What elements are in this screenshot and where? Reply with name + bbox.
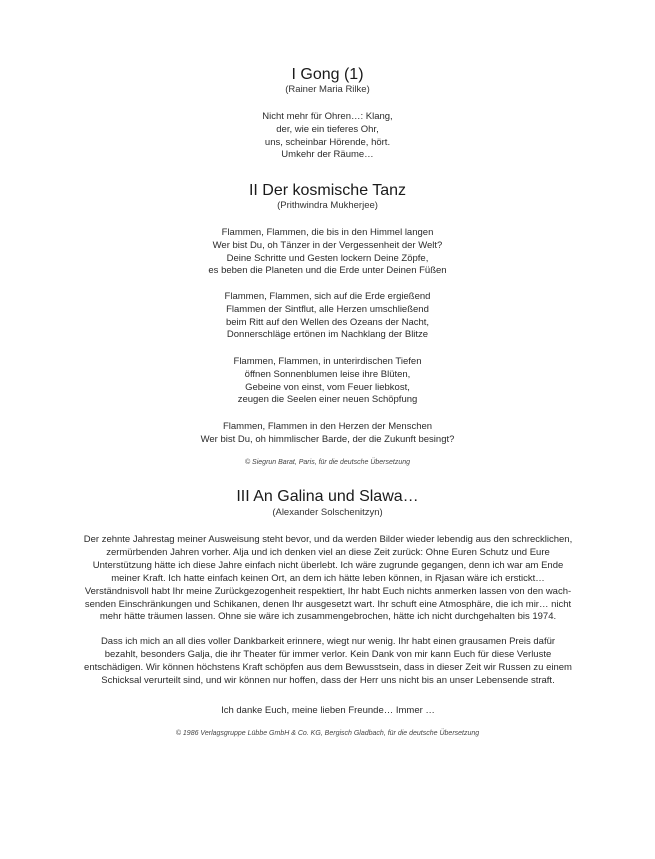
prose-line: senden Einschränkungen und Schikanen, denen Ihr ausgesetzt wart. Ihr schuft eine Atmosphäre, die ich mir… nicht: [84, 598, 572, 610]
section-2-stanza-1: [0, 227, 655, 278]
section-2-title: II Der kosmische Tanz: [248, 182, 407, 199]
section-2-copyright: © Siegrun Barat, Paris, für die deutsche Übersetzung: [244, 459, 411, 466]
verse-line: Flammen der Sintflut, alle Herzen umschließend: [226, 303, 429, 315]
verse-line: uns, scheinbar Hörende, hört.: [264, 136, 391, 148]
section-2-stanza-4: [0, 421, 655, 447]
section-2-stanza-3: [0, 356, 655, 407]
prose-line: mehr hätte träumen lassen. Ohne sie wäre ich zusammengebrochen, hätte ich nicht durchgehalten bis 1974.: [99, 611, 557, 623]
prose-line: Dass ich mich an all dies voller Dankbarkeit erinnere, wiegt nur wenig. Ihr habt einen grausamen Preis dafür: [100, 636, 556, 647]
prose-line: entschädigen. Wir können höchstens Kraft schöpfen aus dem Bewusstsein, dass in dieser Zeit wir Russen zu einem: [84, 661, 572, 673]
verse-line: Umkehr der Räume…: [281, 149, 374, 161]
verse-line: öffnen Sonnenblumen leise ihre Blüten,: [244, 368, 411, 380]
prose-line: Unterstützung hätte ich diese Jahre einfach nicht überlebt. Ich wäre zugrunde gegangen, denn ich war am Ende: [92, 559, 564, 571]
section-3-paragraph-2: [58, 636, 598, 688]
prose-line: bezahlt, besonders Galja, die ihr Theater für immer verlor. Kein Dank von mir kann Euch für diese Verluste: [104, 648, 552, 660]
prose-line: zermürbenden Jahren vorher. Alja und ich denken viel an diese Zeit zurück: Ohne Euren Schutz und Eure: [106, 546, 550, 558]
verse-line: beim Ritt auf den Wellen des Ozeans der Nacht,: [225, 316, 430, 328]
section-3-author: (Alexander Solschenitzyn): [272, 507, 383, 518]
section-3-closing: [58, 705, 598, 718]
prose-line: Der zehnte Jahrestag meiner Ausweisung steht bevor, und da werden Bilder wieder lebendig aus den schrecklichen,: [83, 534, 573, 545]
verse-line: es beben die Planeten und die Erde unter Deinen Füßen: [208, 265, 447, 277]
verse-line: Donnerschläge ertönen im Nachklang der Blitze: [226, 329, 429, 341]
verse-line: Nicht mehr für Ohren…: Klang,: [262, 111, 393, 122]
verse-line: Deine Schritte und Gesten lockern Deine Zöpfe,: [226, 252, 429, 264]
section-3-copyright: © 1986 Verlagsgruppe Lübbe GmbH & Co. KG, Bergisch Gladbach, für die deutsche Übersetzung: [175, 730, 480, 737]
verse-line: Wer bist Du, oh himmlischer Barde, der die Zukunft besingt?: [200, 433, 455, 445]
section-1-verse: [0, 111, 655, 162]
verse-line: der, wie ein tieferes Ohr,: [276, 123, 379, 135]
section-3-paragraph-1: [58, 534, 598, 624]
verse-line: Flammen, Flammen, in unterirdischen Tiefen: [233, 356, 422, 367]
verse-line: Flammen, Flammen in den Herzen der Menschen: [222, 421, 433, 432]
prose-line: meiner Kraft. Ich hatte einfach keinen Ort, an dem ich hätte leben können, in Rjasan wäre ich erstickt…: [111, 572, 545, 584]
verse-line: Flammen, Flammen, die bis in den Himmel langen: [221, 227, 434, 238]
section-1-author: (Rainer Maria Rilke): [285, 84, 370, 95]
section-2-author: (Prithwindra Mukherjee): [277, 200, 378, 211]
prose-line: Schicksal verurteilt sind, und wir können nur hoffen, dass der Herr uns nicht bis an unser Lebensende straft.: [101, 674, 555, 686]
section-1-title: I Gong (1): [291, 66, 364, 83]
verse-line: Wer bist Du, oh Tänzer in der Vergessenheit der Welt?: [212, 239, 443, 251]
verse-line: Flammen, Flammen, sich auf die Erde ergießend: [224, 291, 431, 302]
prose-line: Ich danke Euch, meine lieben Freunde… Immer …: [221, 705, 435, 716]
verse-line: Gebeine von einst, vom Feuer liebkost,: [245, 381, 410, 393]
section-2-stanza-2: [0, 291, 655, 342]
section-3-title: III An Galina und Slawa…: [236, 488, 419, 505]
prose-line: Verständnisvoll habt Ihr meine Zurückgezogenheit respektiert, Ihr habt Euch nichts anmerken lassen von den wach-: [84, 585, 572, 597]
verse-line: zeugen die Seelen einer neuen Schöpfung: [237, 394, 418, 406]
